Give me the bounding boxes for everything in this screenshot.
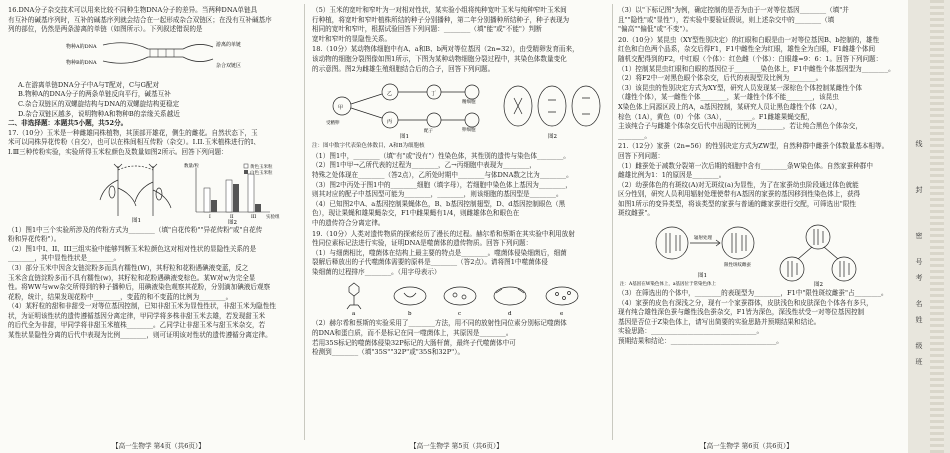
side-label: 密	[915, 232, 923, 239]
cell-label: 卵细胞	[462, 128, 476, 134]
bar-group-1-white	[211, 200, 217, 212]
q16-option-d: D.杂合双链区越多，说明物种A和物种B的亲缘关系越近	[18, 109, 180, 118]
q20-sub-line: （雄性个体），某一雌性个体________，某一雄性个体不能________，该昆虫	[618, 93, 839, 102]
question-17-continued	[312, 6, 608, 44]
bar-group-3-yellow	[248, 174, 254, 212]
legend-swatch-white	[244, 170, 248, 174]
q18-sub-line: （2）图1中甲→乙所代表的过程为________，乙→丙细胞中表现为________，	[312, 161, 536, 170]
q19-sub2-line: （2）赫尔希和蔡斯的实验采用了________方法，用不同的放射性同位素分别标记噬菌体	[312, 319, 567, 328]
side-label: 线	[915, 140, 923, 147]
column-divider	[304, 4, 305, 440]
q17-sub-line: （2）图1中I、II、III三组实验中能够判断玉米粒颜色这对相对性状的显隐性关系的是	[8, 244, 257, 253]
binding-stripe	[930, 0, 944, 453]
section-heading: 二、非选择题：本题共5小题，共52分。	[8, 119, 128, 128]
side-label: 班	[915, 358, 923, 365]
side-label: 级	[915, 342, 923, 349]
cell-label: 甲	[338, 105, 344, 112]
legend-white: 白色玉米粒	[250, 170, 273, 176]
figure-note: 注：A基因在W染色体上，a基因位于常染色体上	[620, 282, 717, 288]
q21-sub2-line: 实验思路：________________________________。	[618, 327, 764, 336]
cell-label: 配子	[424, 129, 433, 135]
figure-2-caption: 图2	[228, 219, 237, 224]
cell-label: 丙	[387, 119, 393, 126]
chart-xlabel: 实验组	[266, 214, 280, 220]
figure-1-caption: 图1	[132, 217, 141, 224]
corn-figure	[8, 160, 298, 224]
figure-2-caption: 图2	[548, 134, 557, 141]
q19-sub-line: 裂解后释放出的子代噬菌体需要的原料是________（答2点）。请将图1中噬菌体侵	[312, 258, 548, 267]
binding-margin	[908, 0, 950, 453]
q21-sub2-line: （3）在筛选出的个体中，________的表现型为________，F1中"限性斑纹雌蚕"占________。	[618, 289, 888, 298]
q19-sub2-line: 若用35S标记的噬菌体侵染32P标记的大肠杆菌，最终子代噬菌体中可	[312, 338, 516, 347]
cell-label: 受精卵	[326, 121, 340, 127]
q17-cont-line: （5）玉米的宽叶和窄叶为一对相对性状，某实验小组将纯种宽叶玉米与纯种窄叶玉米间	[312, 6, 567, 14]
q16-option-c: C.杂合双链区的双螺旋结构与DNA的双螺旋结构更稳定	[18, 99, 180, 108]
silkworm-chromosome-diagram	[618, 221, 900, 287]
q17-line: 17.（10分）玉米是一种雌雄同株植物，其顶部开雄花，侧生的雌花。自然状态下，玉	[8, 128, 258, 137]
phage-infection-diagram	[312, 279, 608, 317]
figure-2-caption: 图2	[814, 282, 823, 288]
cell-label: 精细胞	[462, 100, 476, 106]
q17-sub-line: ________，其中显性性状是________。	[8, 254, 121, 263]
question-20	[618, 36, 900, 142]
sex-limited-label: 限性斑纹雌蚕	[724, 263, 751, 269]
question-19-tail	[618, 6, 900, 35]
silkworm-figure	[618, 221, 900, 287]
q20-sub-line: X染色体上同源区段上的A，a基因控制，某研究人员让黑色雄性个体（2A），	[618, 102, 842, 111]
legend-yellow: 黄色玉米粒	[250, 164, 273, 170]
question-17-subparts	[8, 226, 298, 341]
question-16	[8, 6, 298, 35]
cell-label: 乙	[387, 91, 393, 98]
phage-step-e: e	[560, 311, 564, 318]
x-tick-1: I	[209, 214, 211, 220]
question-17	[8, 129, 298, 158]
q19-line: 19.（10分）人类对遗传物质的探索经历了漫长的过程。赫尔希和蔡斯在其实验中利用放射	[312, 229, 575, 238]
q19-sub2-line: 的DNA和蛋白质，而不是标记在同一噬菌体上，其原因是________。	[312, 329, 513, 338]
q17-sub-line: 的后代全为非甜，甲同学将非甜玉米植株________。乙同学让非甜玉米与甜玉米杂交，若	[8, 321, 266, 330]
question-19	[312, 230, 608, 278]
q17-cont-line: 相同的宽叶和窄叶，根据试验回答下列问题：________（填"能"或"不能"）判断	[312, 25, 542, 34]
q19-sub-line: 染细菌的过程排序________。（用字母表示）	[312, 267, 441, 276]
side-label: 封	[915, 186, 923, 193]
q17-sub-line: 状，为证明该性状的遗传遵循基因分离定律，甲同学将多株非甜玉米去雄，若发现甜玉米	[8, 311, 266, 320]
question-18	[312, 45, 608, 74]
single-strand-label: 游离的单链	[216, 41, 242, 48]
page-footer: 【高一生物学 第4页（共6页）】	[112, 442, 205, 450]
figure-1-caption: 图1	[400, 134, 409, 141]
q16-line: 有互补的碱基序列时，互补的碱基序列就会结合在一起形成杂合双链区；在没有互补碱基序	[8, 15, 272, 24]
q17-sub-line: 性。将WW与ww杂交所得到的种子播种后，用碘液染色观察其花粉，分别滴加碘液后观察	[8, 283, 271, 292]
page-4-column	[8, 6, 298, 438]
q18-sub-line: （1）图1中，________（填"有"或"没有"）性染色体，其性别的遗传与染色体________。	[312, 151, 570, 160]
q19-tail-line: "偏高""偏低"或"不变"）。	[618, 25, 693, 34]
corn-diagram	[8, 160, 298, 224]
q17-sub-line: （4）某籽粒的甜和非甜受一对等位基因控制，已知非甜玉米为显性性状，非甜玉米为隐性性	[8, 302, 276, 311]
q17-line: I.Ⅲ三种传粉实验，实验所得玉米粒颜色及数量如图2所示。回答下列问题：	[8, 147, 228, 156]
q21-sub2-line: 现有纯合雄性深色蚕与雌性浅色蚕杂交，F1皆为深色，深浅性状受一对等位基因控制	[618, 308, 865, 317]
column-divider	[612, 4, 613, 440]
phage-step-d: d	[508, 311, 512, 318]
bar-group-2-yellow	[226, 180, 232, 212]
q21-sub-line: 区分性别，研究人员利用辐射处理使带有A基因的家蚕的基因移到性染色体上，获得	[618, 190, 861, 199]
q19-line: 性同位素标记法进行实验，证明DNA是噬菌体的遗传物质。回答下列问题：	[312, 239, 533, 248]
q21-sub2-line: 基因是否位于Z染色体上，请写出简要的实验思路并预期结果和结论。	[618, 317, 821, 326]
q19-tail-line: 且""隐性"或"显性"），若实验中要验证假说，则上述杂交中的________（填	[618, 15, 835, 24]
q18-sub-line: （3）图2中丙处于图1中的________细胞（填字母），若细胞中染色体上基因为________，	[312, 180, 572, 189]
bar-group-3-white	[255, 204, 261, 212]
q17-sub-line: 玉米含直链淀粉多而不具有糯性(w)，其籽粒和花粉遇碘液变棕色。某W对w为完全显	[8, 273, 256, 282]
question-19-subparts-2	[312, 319, 608, 357]
q20-sub-line: （3）该昆虫的性别决定方式为XY型，研究人员发现某一深棕色个体控制某雌性个体	[618, 83, 863, 92]
q17-sub-line: 粉和异花传粉"）。	[8, 235, 61, 244]
page-footer: 【高一生物学 第6页（共6页）】	[700, 442, 793, 450]
q17-sub-line: （3）部分玉米中因含支链淀粉多而具有糯性(W)，其籽粒和花粉遇碘液变蓝，反之	[8, 263, 249, 272]
q20-line: 红色和白色两个品系，杂交后得F1，F1中雌性全为红眼，雄性全为白眼，F1雌雄个体间	[618, 45, 876, 54]
page-6-column	[618, 6, 900, 438]
q19-sub-line: （1）与细菌相比，噬菌体在结构上最主要的特点是________。噬菌体侵染细菌后，细菌	[312, 248, 567, 257]
x-tick-2: II	[230, 214, 234, 220]
phage-step-a: a	[352, 311, 356, 318]
question-18-subparts	[312, 152, 608, 229]
phage-figure	[312, 279, 608, 317]
dna-hybrid-figure	[8, 37, 298, 79]
q20-sub-line: （1）控制某昆虫红眼和白眼的基因位于________染色体上，F1中雌性个体基因型为________。	[618, 64, 895, 73]
question-21-subparts-2	[618, 289, 900, 347]
q18-line: 的示意图。图2为雌雄生殖细胞结合后的合子，回答下列问题。	[312, 64, 495, 73]
q21-sub-line: 雌雄比例为1：1的原因是________。	[618, 171, 726, 180]
q18-figure-note: 注：图中数字代表染色体数目，A和B为细胞核	[312, 143, 425, 150]
q21-line: 回答下列问题：	[618, 151, 665, 160]
q17-cont-line: 宽叶和窄叶的显隐性关系。	[312, 34, 392, 43]
q18-sub-line: 特殊之处体现在________（答2点），乙所处时期中________与体DNA数之比为________。	[312, 170, 573, 179]
cell-division-diagram	[312, 76, 608, 140]
dna-hybrid-diagram	[8, 37, 298, 79]
side-label: 名	[915, 300, 923, 307]
cell-division-figure	[312, 76, 608, 140]
figure-1-caption: 图1	[698, 273, 707, 280]
q20-line: 20.（10分）某昆虫（XY型性别决定）的红眼和白眼是由一对等位基因B、b控制的，雄性	[618, 35, 880, 44]
q21-line: 21.（12分）家蚕（2n=56）的性别决定方式为ZW型，自然种群中雌蚕个体数量基本相等。	[618, 142, 889, 151]
q19-sub2-line: 检测到________（填"35S""32P"或"35S和32P"）。	[312, 348, 465, 357]
side-label: 姓	[915, 316, 923, 323]
hybrid-region-label: 杂合双链区	[216, 62, 242, 69]
species-b-label: 物种B的DNA	[66, 59, 97, 66]
legend-swatch-yellow	[244, 164, 248, 168]
q16-line: 16.DNA分子杂交技术可以用来比较不同种生物DNA分子的差异。当两种DNA单链具	[8, 6, 258, 14]
q16-option-b: B.物种A的DNA分子的两条单链反向平行，碱基互补	[18, 90, 171, 99]
phage-step-c: c	[458, 311, 462, 318]
q17-cont-line: 行种植，将宽叶和窄叶植株所结的种子分别播种，第二年分别播种所结种子，种子表现为	[312, 15, 570, 24]
q21-sub-line: 如图1所示的变异类型，将该类型的家蚕与普通的雌家蚕进行交配，可筛选出"限性	[618, 199, 857, 208]
q17-line: 米可以同株异花传粉（自交），也可以在株间相互传粉（杂交）。I.II.玉米植株进行的I、	[8, 138, 260, 147]
radiation-label: 辐射处理	[694, 236, 712, 242]
page-footer: 【高一生物学 第5页（共6页）】	[410, 442, 503, 450]
q21-sub-line: （2）幼蚕体色的有斑纹(A)对无斑纹(a)为显性，为了在家蚕幼虫阶段通过体色就能	[618, 180, 859, 189]
q16-option-a: A.在游离单链DNA分子中A与T配对，C与G配对	[18, 80, 160, 89]
chart-ylabel: 数量/粒	[184, 163, 200, 169]
q18-sub-line: 中的遗传符合分离定律。	[312, 218, 385, 227]
species-a-label: 物种A的DNA	[66, 43, 97, 50]
q21-sub-line: （1）雌蚕处于减数分裂第一次后期的细胞中含有________条W染色体。自然家蚕种群中	[618, 161, 873, 170]
q18-sub-line: 色），现让果蝇和雄果蝇杂交，F1中雌果蝇有1/4，则雌雄体色和眼色在	[312, 209, 520, 218]
page-5-column	[312, 6, 608, 438]
q20-line: 随机交配得到的F2，中红眼（个体）：红色雌（个体）：白眼雄=9：6：1。回答下列问题：	[618, 54, 883, 63]
q21-sub-line: 斑纹雌蚕"。	[618, 209, 655, 218]
side-label: 号	[915, 258, 923, 265]
q21-sub2-line: 预期结果和结论：________________________________。	[618, 337, 783, 346]
q19-tail-line: （3）以"下标记图"为例，确定控制的是否为由于一对等位基因________（填"并	[618, 6, 849, 14]
phage-step-b: b	[408, 311, 412, 318]
q18-line: 该动物的细胞分裂图像如图1所示，下图为某种动物细胞分裂过程中，其染色体数量变化	[312, 54, 567, 63]
q20-sub-line: （2）将F2中一对黑色眼个体杂交，后代的表现型及比例为________。	[618, 74, 823, 83]
q18-sub-line: 则其对应的配子中基因型可能为________，________，则该细胞的基因型是________。	[312, 190, 563, 199]
bar-group-2-white	[233, 184, 239, 212]
q20-sub-line: 棕色（1A），黄色（0）个体（3A），________。F1雌雄果蝇交配，	[618, 112, 814, 121]
bar-group-1-yellow	[204, 188, 210, 212]
question-21	[618, 142, 900, 219]
q16-line: 列的部位，仍然是两条游离的单链（如图所示）。下列叙述错误的是	[8, 25, 203, 34]
q18-sub-line: （4）已知图2中A、a基因控制果蝇体色，B、b基因控制翅型，D、d基因控制眼色（黑	[312, 199, 566, 208]
side-label: 考	[915, 274, 923, 281]
q20-sub-line: 主该纯合子与雌雄个体杂交后代中出现的比例为________，若让纯合黑色个体杂交，	[618, 122, 862, 131]
cell-label: 丁	[431, 91, 437, 98]
q17-sub-line: （1）图1中三个实验所涉及的传粉方式为________（填"自花传粉""异花传粉"或"自花传	[8, 225, 263, 234]
x-tick-3: III	[251, 214, 257, 220]
q21-sub2-line: （4）家蚕的皮色有深浅之分，现有一个家蚕群体，皮肤浅色和皮肤深色个体各有多只，	[618, 298, 873, 307]
q18-line: 18.（10分）某动物体细胞中有A、a和B、b两对等位基因（2n=32），由受精卵发育而来，	[312, 45, 579, 54]
q17-sub-line: 花粉，统计，结果发现花粉中________，变蓝的和不变蓝的比例为________。	[8, 292, 233, 301]
q17-sub-line: 某性状显隐性分离的后代中表现为比例________，则可证明该对性状的遗传遵循分离定律。	[8, 331, 272, 340]
q20-sub-line: ________。	[618, 131, 651, 140]
